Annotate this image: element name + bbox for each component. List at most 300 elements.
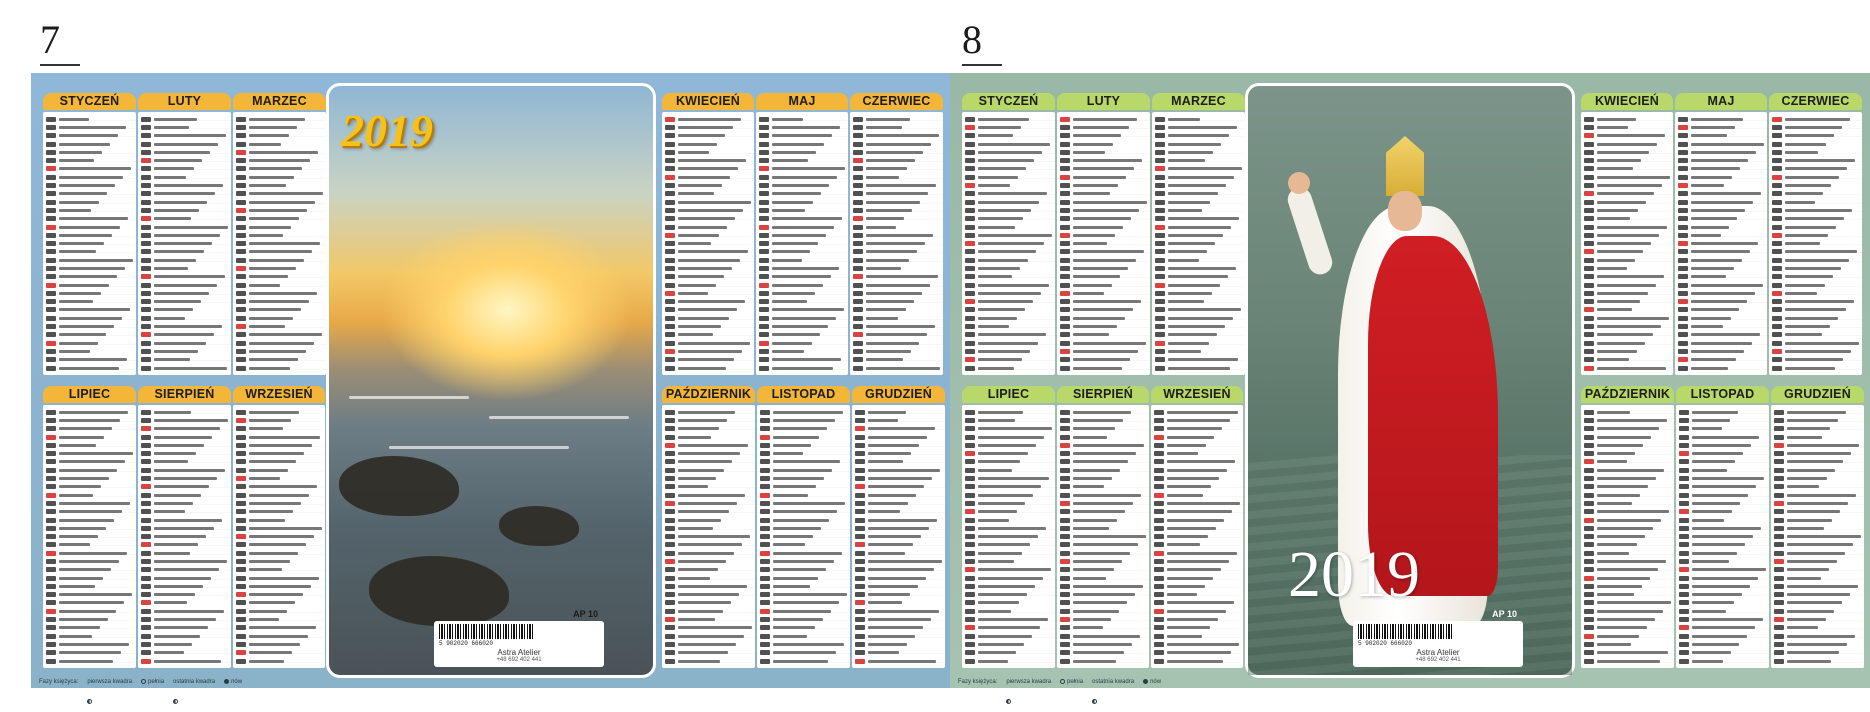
day-line bbox=[1772, 181, 1859, 189]
name-day-text bbox=[1787, 568, 1829, 571]
day-number bbox=[46, 410, 56, 415]
day-number bbox=[965, 451, 975, 456]
day-line bbox=[1678, 156, 1764, 164]
name-day-text bbox=[59, 660, 113, 663]
name-day-text bbox=[1597, 651, 1668, 654]
legend-text: pierwsza kwadra bbox=[1006, 678, 1052, 685]
name-day-text bbox=[678, 651, 728, 654]
name-day-text bbox=[1167, 419, 1230, 422]
day-line bbox=[853, 314, 940, 322]
day-number bbox=[665, 249, 675, 254]
day-number bbox=[1060, 191, 1070, 196]
day-number bbox=[1155, 316, 1165, 321]
name-day-text bbox=[59, 643, 129, 646]
day-line bbox=[965, 156, 1052, 164]
name-day-text bbox=[1787, 543, 1853, 546]
name-day-text bbox=[154, 535, 206, 538]
day-line bbox=[853, 165, 940, 173]
day-number bbox=[1154, 592, 1164, 597]
name-day-text bbox=[1691, 242, 1758, 245]
day-number bbox=[1584, 332, 1594, 337]
day-number bbox=[1679, 592, 1689, 597]
name-day-text bbox=[868, 543, 913, 546]
name-day-text bbox=[249, 192, 323, 195]
name-day-text bbox=[1073, 494, 1141, 497]
name-day-text bbox=[1691, 234, 1721, 237]
day-line bbox=[1154, 657, 1240, 665]
month-days bbox=[138, 112, 231, 375]
name-day-text bbox=[978, 436, 1044, 439]
name-day-text bbox=[1787, 552, 1845, 555]
name-day-text bbox=[1597, 267, 1627, 270]
day-line bbox=[46, 474, 133, 482]
day-line bbox=[1774, 466, 1861, 474]
name-day-text bbox=[1167, 635, 1202, 638]
day-number bbox=[855, 410, 865, 415]
name-day-text bbox=[1167, 560, 1229, 563]
day-line bbox=[665, 314, 751, 322]
day-line bbox=[141, 281, 228, 289]
day-number bbox=[46, 484, 56, 489]
day-number bbox=[1060, 584, 1070, 589]
day-number bbox=[1678, 208, 1688, 213]
day-number bbox=[46, 349, 56, 354]
day-line bbox=[236, 314, 323, 322]
name-day-text bbox=[154, 358, 190, 361]
day-number bbox=[1060, 642, 1070, 647]
name-day-text bbox=[1167, 610, 1226, 613]
day-number bbox=[965, 476, 975, 481]
day-number bbox=[141, 650, 151, 655]
name-day-text bbox=[1787, 635, 1855, 638]
name-day-text bbox=[773, 601, 839, 604]
day-number bbox=[141, 349, 151, 354]
day-line bbox=[1060, 223, 1147, 231]
name-day-text bbox=[773, 419, 835, 422]
day-number bbox=[1584, 476, 1594, 481]
day-number bbox=[141, 443, 151, 448]
name-day-text bbox=[1073, 275, 1120, 278]
day-line bbox=[1584, 165, 1670, 173]
name-day-text bbox=[1597, 151, 1649, 154]
name-day-text bbox=[772, 242, 818, 245]
day-line bbox=[236, 322, 323, 330]
day-number bbox=[759, 332, 769, 337]
day-line bbox=[141, 314, 228, 322]
day-line bbox=[965, 582, 1052, 590]
day-line bbox=[760, 574, 847, 582]
month-days bbox=[756, 112, 848, 375]
day-line bbox=[1678, 314, 1764, 322]
day-number bbox=[665, 233, 675, 238]
name-day-text bbox=[1785, 118, 1850, 121]
name-day-text bbox=[678, 118, 741, 121]
day-number bbox=[1584, 324, 1594, 329]
day-line bbox=[46, 322, 133, 330]
day-line bbox=[141, 549, 228, 557]
day-number bbox=[853, 307, 863, 312]
name-day-text bbox=[1073, 485, 1104, 488]
name-day-text bbox=[59, 250, 96, 253]
day-number bbox=[1678, 233, 1688, 238]
day-number bbox=[760, 642, 770, 647]
name-day-text bbox=[1597, 134, 1665, 137]
day-line bbox=[855, 591, 942, 599]
day-number bbox=[46, 258, 56, 263]
name-day-text bbox=[1692, 610, 1726, 613]
day-line bbox=[1060, 190, 1147, 198]
day-line bbox=[46, 499, 133, 507]
day-line bbox=[1060, 331, 1147, 339]
name-day-text bbox=[678, 367, 726, 370]
day-number bbox=[1155, 341, 1165, 346]
day-number bbox=[1678, 175, 1688, 180]
day-number bbox=[46, 493, 56, 498]
day-number bbox=[965, 542, 975, 547]
name-day-text bbox=[1597, 250, 1643, 253]
day-number bbox=[853, 191, 863, 196]
day-line bbox=[236, 206, 323, 214]
name-day-text bbox=[978, 477, 1049, 480]
name-day-text bbox=[978, 601, 1019, 604]
day-number bbox=[1155, 175, 1165, 180]
day-line bbox=[1584, 256, 1670, 264]
day-number bbox=[236, 634, 246, 639]
day-line bbox=[853, 298, 940, 306]
day-number bbox=[760, 410, 770, 415]
name-day-text bbox=[1691, 126, 1735, 129]
name-day-text bbox=[866, 126, 902, 129]
name-day-text bbox=[772, 192, 821, 195]
day-number bbox=[760, 526, 770, 531]
name-day-text bbox=[678, 333, 713, 336]
day-line bbox=[1772, 215, 1859, 223]
name-day-text bbox=[154, 635, 200, 638]
name-day-text bbox=[1167, 577, 1213, 580]
page-number bbox=[962, 17, 982, 62]
day-line bbox=[665, 549, 752, 557]
name-day-text bbox=[1597, 460, 1627, 463]
day-number bbox=[665, 542, 675, 547]
name-day-text bbox=[978, 552, 1022, 555]
day-number bbox=[46, 158, 56, 163]
day-number bbox=[46, 200, 56, 205]
name-day-text bbox=[249, 510, 293, 513]
day-line bbox=[1060, 248, 1147, 256]
day-number bbox=[236, 459, 246, 464]
day-line bbox=[759, 239, 845, 247]
day-number bbox=[141, 451, 151, 456]
day-line bbox=[665, 165, 751, 173]
day-number bbox=[141, 493, 151, 498]
day-number bbox=[1678, 200, 1688, 205]
day-line bbox=[236, 615, 322, 623]
name-day-text bbox=[866, 242, 925, 245]
day-number bbox=[236, 625, 246, 630]
name-day-text bbox=[249, 601, 295, 604]
day-number bbox=[1060, 332, 1070, 337]
legend-text: nów bbox=[231, 679, 243, 685]
name-day-text bbox=[773, 535, 813, 538]
day-line bbox=[141, 298, 228, 306]
name-day-text bbox=[868, 601, 902, 604]
day-line bbox=[1679, 524, 1766, 532]
name-day-text bbox=[678, 477, 716, 480]
name-day-text bbox=[978, 151, 1042, 154]
day-number bbox=[1772, 150, 1782, 155]
day-number bbox=[1679, 410, 1689, 415]
day-line bbox=[46, 223, 133, 231]
day-number bbox=[965, 659, 975, 664]
day-number bbox=[855, 559, 865, 564]
name-day-text bbox=[678, 308, 737, 311]
day-number bbox=[1155, 366, 1165, 371]
day-number bbox=[665, 567, 675, 572]
day-line bbox=[46, 248, 133, 256]
day-number bbox=[141, 208, 151, 213]
name-day-text bbox=[154, 502, 193, 505]
day-number bbox=[1584, 258, 1594, 263]
day-number bbox=[965, 216, 975, 221]
name-day-text bbox=[1787, 585, 1858, 588]
name-day-text bbox=[1787, 477, 1827, 480]
name-day-text bbox=[1073, 651, 1124, 654]
day-line bbox=[759, 148, 845, 156]
day-line bbox=[46, 649, 133, 657]
name-day-text bbox=[1692, 618, 1763, 621]
day-number bbox=[855, 584, 865, 589]
name-day-text bbox=[154, 250, 204, 253]
day-line bbox=[141, 347, 228, 355]
day-number bbox=[665, 576, 675, 581]
name-day-text bbox=[249, 527, 322, 530]
day-number bbox=[1155, 183, 1165, 188]
name-day-text bbox=[1692, 643, 1739, 646]
name-day-text bbox=[1168, 234, 1223, 237]
day-number bbox=[665, 459, 675, 464]
name-day-text bbox=[154, 593, 195, 596]
name-day-text bbox=[1073, 444, 1144, 447]
day-number bbox=[236, 142, 246, 147]
day-number bbox=[1060, 526, 1070, 531]
name-day-text bbox=[249, 427, 283, 430]
day-number bbox=[760, 542, 770, 547]
day-line bbox=[141, 449, 228, 457]
day-number bbox=[46, 534, 56, 539]
month-column bbox=[662, 386, 755, 662]
day-number bbox=[46, 542, 56, 547]
day-number bbox=[1155, 274, 1165, 279]
day-number bbox=[760, 418, 770, 423]
brand-name: Astra Atelier bbox=[497, 648, 541, 657]
day-number bbox=[760, 592, 770, 597]
day-line bbox=[759, 215, 845, 223]
day-line bbox=[46, 156, 133, 164]
day-line bbox=[46, 599, 133, 607]
day-number bbox=[853, 332, 863, 337]
day-number bbox=[853, 291, 863, 296]
quarter-q4 bbox=[662, 386, 936, 662]
day-number bbox=[141, 341, 151, 346]
name-day-text bbox=[1597, 593, 1634, 596]
day-number bbox=[141, 642, 151, 647]
day-number bbox=[46, 150, 56, 155]
day-line bbox=[760, 657, 847, 665]
name-day-text bbox=[866, 292, 922, 295]
legend-label: Fazy księżyca: bbox=[958, 678, 998, 685]
name-day-text bbox=[249, 635, 308, 638]
day-number bbox=[759, 266, 769, 271]
day-number bbox=[1678, 125, 1688, 130]
name-day-text bbox=[868, 643, 907, 646]
day-number bbox=[1154, 484, 1164, 489]
day-number bbox=[236, 158, 246, 163]
name-day-text bbox=[866, 358, 903, 361]
day-number bbox=[1155, 142, 1165, 147]
day-line bbox=[46, 173, 133, 181]
day-number bbox=[853, 357, 863, 362]
name-day-text bbox=[978, 358, 1022, 361]
day-line bbox=[1584, 156, 1670, 164]
name-day-text bbox=[59, 593, 132, 596]
name-day-text bbox=[1597, 234, 1659, 237]
day-line bbox=[46, 115, 133, 123]
month-column bbox=[1151, 386, 1243, 662]
day-line bbox=[965, 190, 1052, 198]
name-day-text bbox=[1692, 568, 1766, 571]
day-line bbox=[141, 331, 228, 339]
day-number bbox=[236, 642, 246, 647]
name-day-text bbox=[1787, 601, 1842, 604]
name-day-text bbox=[1597, 358, 1629, 361]
name-day-text bbox=[1691, 167, 1740, 170]
name-day-text bbox=[1692, 427, 1722, 430]
month-header: WRZESIEŃ bbox=[233, 386, 325, 403]
name-day-text bbox=[1691, 308, 1739, 311]
day-number bbox=[965, 175, 975, 180]
name-day-text bbox=[1597, 226, 1667, 229]
name-day-text bbox=[1597, 469, 1664, 472]
name-day-text bbox=[1073, 118, 1137, 121]
day-number bbox=[236, 241, 246, 246]
day-line bbox=[965, 541, 1052, 549]
name-day-text bbox=[678, 184, 722, 187]
day-line bbox=[853, 215, 940, 223]
day-line bbox=[236, 449, 322, 457]
month-header: LISTOPAD bbox=[1676, 386, 1769, 403]
name-day-text bbox=[59, 151, 102, 154]
day-number bbox=[46, 650, 56, 655]
day-line bbox=[1060, 364, 1147, 372]
day-number bbox=[46, 117, 56, 122]
day-line bbox=[1584, 474, 1671, 482]
day-number bbox=[1584, 133, 1594, 138]
day-number bbox=[1060, 426, 1070, 431]
day-line bbox=[1060, 599, 1146, 607]
day-line bbox=[965, 273, 1052, 281]
day-number bbox=[1155, 324, 1165, 329]
day-number bbox=[1772, 283, 1782, 288]
day-number bbox=[1774, 493, 1784, 498]
day-number bbox=[1678, 117, 1688, 122]
name-day-text bbox=[154, 143, 218, 146]
day-line bbox=[759, 273, 845, 281]
day-line bbox=[665, 607, 752, 615]
day-line bbox=[760, 408, 847, 416]
day-number bbox=[1774, 592, 1784, 597]
day-line bbox=[1584, 289, 1670, 297]
day-number bbox=[1155, 357, 1165, 362]
name-day-text bbox=[1168, 367, 1230, 370]
moon-phase-legend bbox=[958, 679, 1161, 685]
day-line bbox=[1155, 256, 1242, 264]
name-day-text bbox=[978, 660, 1008, 663]
name-day-text bbox=[1073, 176, 1126, 179]
name-day-text bbox=[1691, 275, 1726, 278]
name-day-text bbox=[1691, 226, 1729, 229]
name-day-text bbox=[868, 494, 916, 497]
day-line bbox=[1154, 549, 1240, 557]
day-number bbox=[853, 324, 863, 329]
name-day-text bbox=[1073, 284, 1112, 287]
day-line bbox=[855, 632, 942, 640]
day-line bbox=[1584, 173, 1670, 181]
day-number bbox=[760, 625, 770, 630]
day-line bbox=[665, 115, 751, 123]
month-column bbox=[138, 386, 231, 662]
day-line bbox=[759, 364, 845, 372]
day-line bbox=[759, 331, 845, 339]
day-line bbox=[965, 198, 1052, 206]
name-day-text bbox=[1167, 552, 1237, 555]
day-line bbox=[1154, 591, 1240, 599]
name-day-text bbox=[1168, 217, 1239, 220]
day-number bbox=[1154, 459, 1164, 464]
name-day-text bbox=[1691, 325, 1723, 328]
month-header: MAJ bbox=[1675, 93, 1767, 110]
day-number bbox=[1060, 266, 1070, 271]
name-day-text bbox=[59, 134, 118, 137]
day-number bbox=[665, 341, 675, 346]
name-day-text bbox=[1168, 292, 1212, 295]
day-line bbox=[46, 364, 133, 372]
legend-text: ostatnia kwadra bbox=[173, 678, 216, 685]
day-number bbox=[665, 534, 675, 539]
day-number bbox=[1154, 625, 1164, 630]
day-line bbox=[1060, 416, 1146, 424]
day-number bbox=[1060, 443, 1070, 448]
day-number bbox=[1155, 241, 1165, 246]
name-day-text bbox=[1785, 300, 1854, 303]
name-day-text bbox=[154, 601, 187, 604]
name-day-text bbox=[1073, 601, 1127, 604]
day-number bbox=[141, 484, 151, 489]
day-line bbox=[855, 466, 942, 474]
day-number bbox=[141, 216, 151, 221]
month-column bbox=[1676, 386, 1769, 662]
day-number bbox=[853, 166, 863, 171]
page-number-text: 8 bbox=[962, 17, 982, 62]
day-line bbox=[1678, 248, 1764, 256]
name-day-text bbox=[1597, 167, 1633, 170]
name-day-text bbox=[772, 167, 845, 170]
day-line bbox=[853, 156, 940, 164]
day-line bbox=[760, 499, 847, 507]
name-day-text bbox=[1692, 660, 1723, 663]
day-line bbox=[1584, 198, 1670, 206]
day-line bbox=[46, 441, 133, 449]
day-line bbox=[46, 148, 133, 156]
